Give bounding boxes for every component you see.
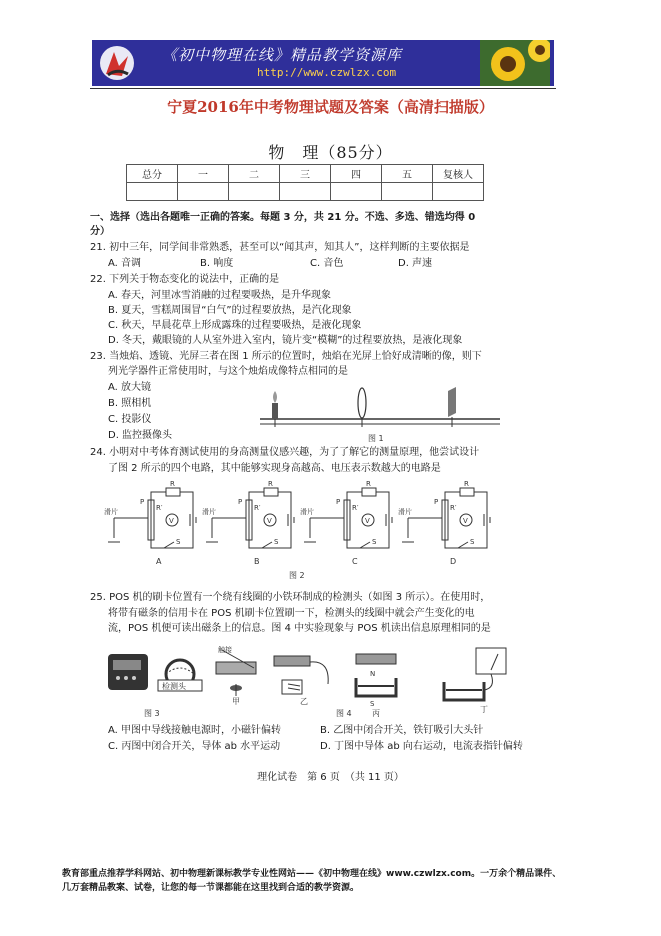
ground-stand xyxy=(402,518,414,542)
score-cell xyxy=(382,183,433,201)
q25-stem-line3: 流，POS 机便可读出磁条上的信息。图 4 中实验现象与 POS 机读出信息原理相同的是 xyxy=(108,623,491,634)
q24-stem-line1: 24. 小明对中考体育测试使用的身高测量仪感兴趣，为了了解它的测量原理，他尝试设计 xyxy=(90,447,480,458)
label-ding: 丁 xyxy=(480,705,488,714)
document-headline: 宁夏2016年中考物理试题及答案（高清扫描版） xyxy=(167,98,494,116)
q23-stem-line1: 23. 当烛焰、透镜、光屏三者在图 1 所示的位置时，烛焰在光屏上恰好成清晰的像，则下 xyxy=(90,351,482,362)
subject-title: 物 理（85分） xyxy=(268,143,393,162)
q25-stem-line2: 将带有磁条的信用卡在 POS 机刷卡位置刷一下，检测头的线圈中就会产生变化的电 xyxy=(108,608,475,619)
section-title: 一、选择（选出各题唯一正确的答案。每题 3 分，共 21 分。不选、多选、错选均得 0 xyxy=(90,212,476,223)
experiment-jia-icon xyxy=(216,650,256,696)
p-label: P xyxy=(336,498,341,506)
q21-option-d: D. 声速 xyxy=(398,258,433,269)
resistor-icon xyxy=(362,488,376,496)
v-label: V xyxy=(267,517,272,525)
figure-1-caption: 图 1 xyxy=(368,434,384,443)
experiment-yi-icon xyxy=(274,656,328,694)
svg-text:S: S xyxy=(370,700,375,708)
score-table-header-row xyxy=(127,165,484,183)
q21-option-a: A. 音调 xyxy=(108,258,142,269)
r-label: R xyxy=(464,480,469,488)
q23-stem-line2: 列光学器件正常使用时，与这个烛焰成像特点相同的是 xyxy=(108,366,348,377)
circuit-option-label: A xyxy=(156,557,162,566)
switch-icon xyxy=(360,542,370,548)
v-label: V xyxy=(365,517,370,525)
score-cell xyxy=(433,183,484,201)
r-label: R xyxy=(366,480,371,488)
q22-option-a: A. 春天，河里冰雪消融的过程要吸热，是升华现象 xyxy=(108,290,332,301)
resistor-icon xyxy=(460,488,474,496)
circuit-option-label: C xyxy=(352,557,358,566)
label-bing: 丙 xyxy=(372,709,380,718)
q21-option-c: C. 音色 xyxy=(310,258,344,269)
page-footer: 理化试卷 第 6 页 （共 11 页） xyxy=(257,772,404,783)
q25-stem-line1: 25. POS 机的刷卡位置有一个绕有线圈的小铁环制成的检测头（如图 3 所示）。在使用时， xyxy=(90,592,491,603)
s-label: S xyxy=(470,538,475,546)
q22-option-d: D. 冬天，戴眼镜的人从室外进入室内，镜片变“模糊”的过程要放热，是液化现象 xyxy=(108,335,463,346)
sunflower-icon xyxy=(480,40,550,86)
bottom-note-line1: 教育部重点推荐学科网站、初中物理新课标教学专业性网站——《初中物理在线》www.czwlzx.com。一万余个精品课件、 xyxy=(62,869,562,879)
r-label: R xyxy=(268,480,273,488)
s-label: S xyxy=(176,538,181,546)
q22-option-b: B. 夏天，雪糕周围冒“白气”的过程要放热，是汽化现象 xyxy=(108,305,352,316)
q25-option-c: C. 丙图中闭合开关，导体 ab 水平运动 xyxy=(108,741,281,752)
score-header: 二 xyxy=(229,165,280,183)
v-label: V xyxy=(463,517,468,525)
p-label: P xyxy=(434,498,439,506)
rprime-label: R′ xyxy=(156,504,163,512)
pos-machine-icon xyxy=(108,654,148,690)
slider-label: 滑片 xyxy=(104,508,118,516)
slider-label: 滑片 xyxy=(300,508,314,516)
switch-icon xyxy=(458,542,468,548)
slider-label: 滑片 xyxy=(202,508,216,516)
q23-option-b: B. 照相机 xyxy=(108,398,152,409)
resistor-icon xyxy=(264,488,278,496)
candle-icon xyxy=(272,391,278,427)
figure-3-caption: 图 3 xyxy=(144,709,160,718)
circuit-A xyxy=(104,480,196,566)
light-screen-icon xyxy=(448,387,456,427)
q23-option-a: A. 放大镜 xyxy=(108,382,152,393)
switch-icon xyxy=(164,542,174,548)
score-header: 总分 xyxy=(127,165,178,183)
r-label: R xyxy=(170,480,175,488)
circuit-D xyxy=(398,480,490,566)
convex-lens-icon xyxy=(358,388,366,427)
q23-option-d: D. 监控摄像头 xyxy=(108,430,173,441)
rprime-label: R′ xyxy=(450,504,457,512)
experiment-bing-icon xyxy=(356,654,396,708)
score-cell xyxy=(331,183,382,201)
svg-text:N: N xyxy=(370,670,376,678)
score-table-blank-row xyxy=(127,183,484,201)
ground-stand xyxy=(304,518,316,542)
rprime-label: R′ xyxy=(352,504,359,512)
figure-2-caption: 图 2 xyxy=(289,571,305,580)
s-label: S xyxy=(372,538,377,546)
section-title-cont: 分） xyxy=(90,226,110,237)
ground-stand xyxy=(206,518,218,542)
v-label: V xyxy=(169,517,174,525)
score-table xyxy=(126,164,484,201)
score-cell xyxy=(178,183,229,201)
circuit-B xyxy=(202,480,294,566)
circuit-option-label: D xyxy=(450,557,457,566)
label-jia: 甲 xyxy=(232,697,240,706)
q25-option-d: D. 丁图中导体 ab 向右运动，电流表指针偏转 xyxy=(320,741,523,752)
score-header: 三 xyxy=(280,165,331,183)
q25-option-b: B. 乙图中闭合开关，铁钉吸引大头针 xyxy=(320,725,484,736)
bottom-note-line2: 几万套精品教案、试卷，让您的每一节课都能在这里找到合适的教学资源。 xyxy=(62,883,360,893)
rprime-label: R′ xyxy=(254,504,261,512)
site-logo-icon xyxy=(98,44,136,82)
header-rule xyxy=(90,88,556,89)
banner-url: http://www.czwlzx.com xyxy=(257,66,397,79)
score-cell xyxy=(229,183,280,201)
score-header: 四 xyxy=(331,165,382,183)
q21-stem: 21. 初中三年，同学间非常熟悉，甚至可以“闻其声，知其人”，这样判断的主要依据是 xyxy=(90,242,470,253)
circuit-option-label: B xyxy=(254,557,260,566)
label-yi: 乙 xyxy=(300,697,308,706)
slider-label: 滑片 xyxy=(398,508,412,516)
q21-option-b: B. 响度 xyxy=(200,258,234,269)
detection-head-label: 检测头 xyxy=(162,682,186,691)
figure-1-optical-bench xyxy=(250,375,510,445)
q25-option-a: A. 甲图中导线接触电源时，小磁针偏转 xyxy=(108,725,282,736)
touch-label: 触接 xyxy=(218,646,232,654)
s-label: S xyxy=(274,538,279,546)
score-header: 五 xyxy=(382,165,433,183)
q23-option-c: C. 投影仪 xyxy=(108,414,152,425)
score-header: 一 xyxy=(178,165,229,183)
p-label: P xyxy=(140,498,145,506)
figure-3-4-experiments xyxy=(104,640,524,722)
score-cell xyxy=(127,183,178,201)
site-banner xyxy=(92,40,554,86)
switch-icon xyxy=(262,542,272,548)
q24-stem-line2: 了图 2 所示的四个电路，其中能够实现身高越高、电压表示数越大的电路是 xyxy=(108,463,441,474)
ground-stand xyxy=(108,518,120,542)
banner-title: 《初中物理在线》精品教学资源库 xyxy=(162,46,403,64)
q22-stem: 22. 下列关于物态变化的说法中，正确的是 xyxy=(90,274,280,285)
q22-option-c: C. 秋天，早晨花草上形成露珠的过程要吸热，是液化现象 xyxy=(108,320,362,331)
experiment-ding-icon xyxy=(444,648,506,700)
score-header: 复核人 xyxy=(433,165,484,183)
circuit-C xyxy=(300,480,392,566)
resistor-icon xyxy=(166,488,180,496)
score-cell xyxy=(280,183,331,201)
figure-2-circuits xyxy=(104,480,504,580)
p-label: P xyxy=(238,498,243,506)
figure-4-caption: 图 4 xyxy=(336,709,352,718)
